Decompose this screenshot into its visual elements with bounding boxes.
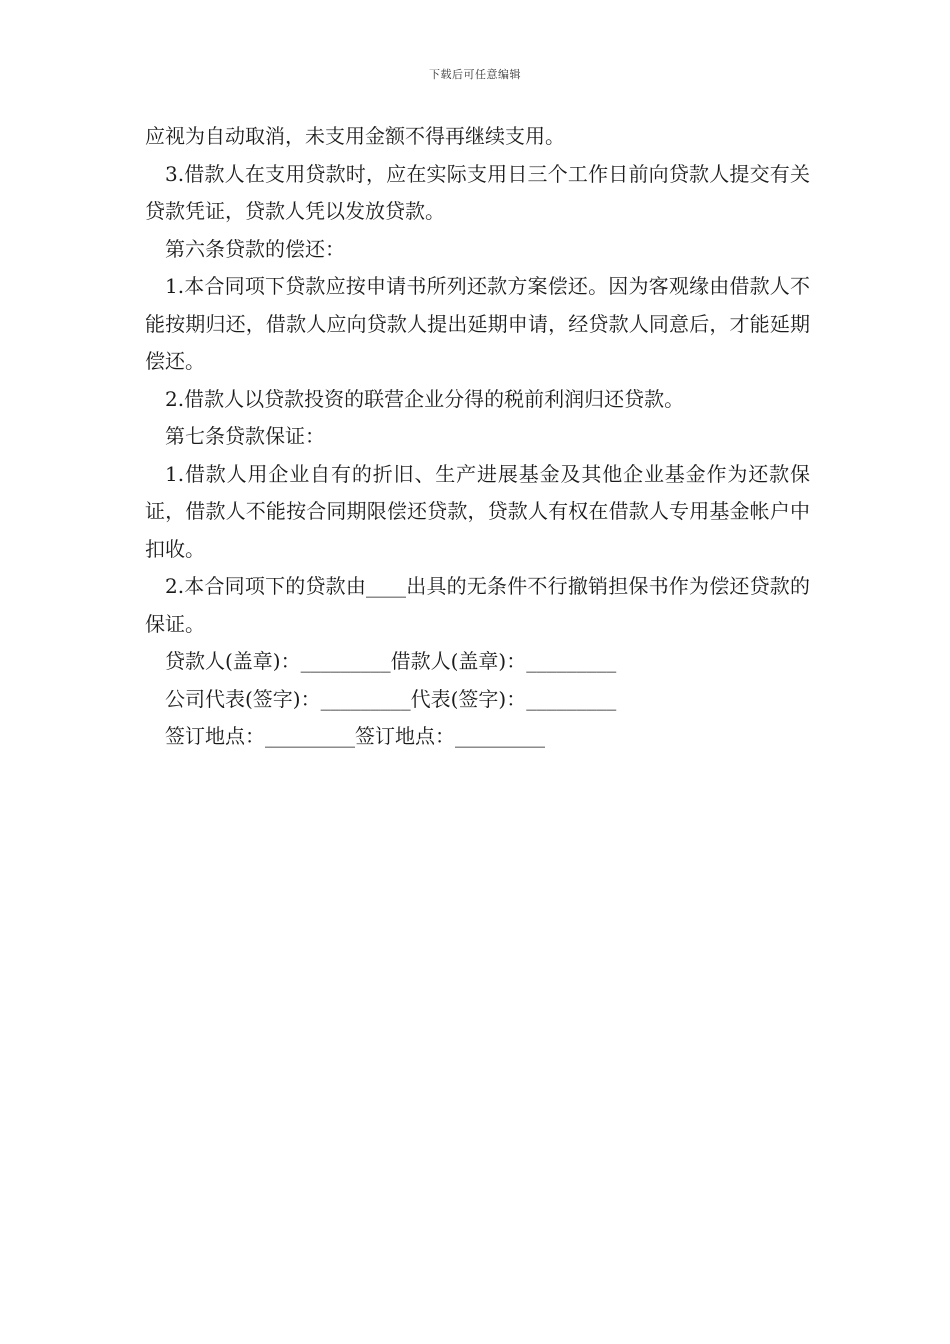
page-header: 下载后可任意编辑 bbox=[429, 68, 521, 81]
paragraph: 2.借款人以贷款投资的联营企业分得的税前利润归还贷款。 bbox=[165, 386, 685, 411]
paragraph: 应视为自动取消，未支用金额不得再继续支用。 bbox=[145, 124, 565, 148]
signature-line-lender: 贷款人(盖章)：_________借款人(盖章)：_________ bbox=[165, 649, 617, 673]
document-body bbox=[145, 118, 810, 756]
signature-line-representative: 公司代表(签字)：_________代表(签字)：_________ bbox=[165, 686, 617, 711]
paragraph: 3.借款人在支用贷款时，应在实际支用日三个工作日前向贷款人提交有关贷款凭证，贷款人凭以发放贷款。 bbox=[145, 161, 810, 223]
signature-line-location: 签订地点：_________签订地点：_________ bbox=[165, 724, 545, 748]
section-heading: 第六条贷款的偿还： bbox=[165, 236, 345, 261]
paragraph: 1.借款人用企业自有的折旧、生产进展基金及其他企业基金作为还款保证，借款人不能按合同期限偿还贷款，贷款人有权在借款人专用基金帐户中扣收。 bbox=[145, 461, 810, 561]
paragraph: 2.本合同项下的贷款由____出具的无条件不行撤销担保书作为偿还贷款的保证。 bbox=[145, 574, 810, 636]
paragraph: 1.本合同项下贷款应按申请书所列还款方案偿还。因为客观缘由借款人不能按期归还，借款人应向贷款人提出延期申请，经贷款人同意后，才能延期偿还。 bbox=[145, 274, 810, 373]
section-heading: 第七条贷款保证： bbox=[165, 424, 325, 448]
